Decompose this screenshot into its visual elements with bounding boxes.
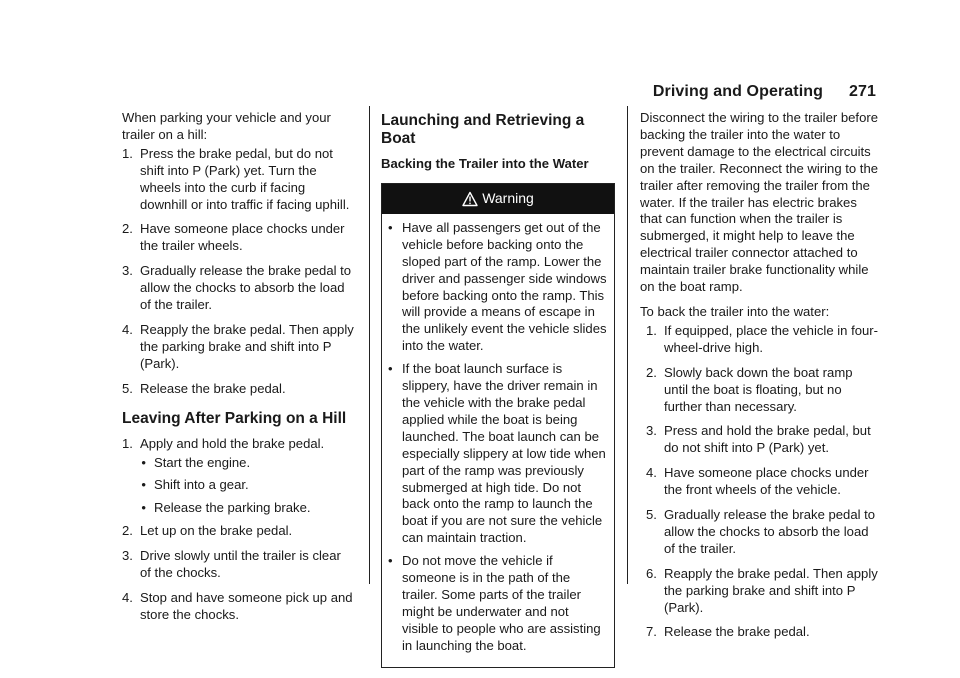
list-item: 4. Stop and have someone pick up and store the chocks. [122,589,353,622]
list-item: 5. Gradually release the brake pedal to allow the chocks to absorb the load of the trailer. [646,507,876,556]
list-item: 2. Let up on the brake pedal. [122,523,293,539]
column-middle [381,104,615,668]
bullet-icon: • [141,454,146,470]
list-item: 3. Gradually release the brake pedal to allow the chocks to absorb the load of the trailer. [122,263,352,313]
list-item: 1. If equipped, place the vehicle in four-wheel-drive high. [646,322,879,355]
list-item: 7. Release the brake pedal. [646,624,810,640]
warning-title: Warning [482,190,534,207]
intro-text: To back the trailer into the water: [640,303,830,319]
bullet-list [122,455,354,518]
bullet-icon: • [388,361,393,377]
page-number: 271 [849,83,876,100]
bullet-icon: • [141,477,146,493]
bullet-icon: • [388,553,393,569]
list-item: • Start the engine. [122,455,354,472]
body-paragraph: Disconnect the wiring to the trailer before backing the trailer into the water to prevent damage to the electrical circuits on the trailer. Reconnect the wiring to the trailer after removing the trailer from the water. If the trailer has electric brakes that can function when the trailer is submerged, it might help to leave the electrical trailer connector attached to maintain trailer brake functionality while on the boat ramp. [640,110,879,295]
column-right [640,110,878,649]
column-left [122,110,354,632]
list-item: 4. Have someone place chocks under the front wheels of the vehicle. [646,465,869,498]
list-item: • Shift into a gear. [122,477,354,494]
list-item: • If the boat launch surface is slippery, have the driver remain in the vehicle with the brake pedal applied while the boat is being launched. The boat launch can be especially slippery at low tide when part of the ramp was previously submerged at high tide. Do not back onto the ramp to launch the boat if you are not sure the vehicle can maintain traction. [388,361,606,546]
list-item: 5. Release the brake pedal. [122,380,286,396]
list-item: 3. Drive slowly until the trailer is clear of the chocks. [122,548,341,581]
subheading: Backing the Trailer into the Water [381,156,589,171]
bullet-icon: • [388,219,393,235]
warning-box [381,183,615,668]
list-item: • Have all passengers get out of the vehicle before backing onto the sloped part of the ramp. Lower the driver and passenger side windows before backing onto the ramp. This will provide a means of escape in the unlikely event the vehicle slides into the water. [388,219,607,354]
section-title: Driving and Operating [652,83,823,100]
list-item: 2. Have someone place chocks under the trailer wheels. [122,221,345,254]
warning-header [382,184,614,214]
list-item: 4. Reapply the brake pedal. Then apply the parking brake and shift into P (Park). [122,321,354,371]
parking-steps [122,146,354,398]
list-item: 1. Press the brake pedal, but do not shift into P (Park) yet. Turn the wheels into the curb if facing downhill or into traffic if facing uphill. [122,145,350,212]
warning-icon [462,191,478,207]
column-divider [369,106,370,584]
section-heading: Launching and Retrieving a Boat [381,112,585,147]
warning-body [382,214,614,667]
list-item: • Release the parking brake. [122,500,354,517]
column-divider [627,106,628,584]
list-item: 1. Apply and hold the brake pedal. [122,435,325,451]
bullet-icon: • [141,500,146,516]
list-item: 6. Reapply the brake pedal. Then apply the parking brake and shift into P (Park). [646,565,878,615]
list-item: 3. Press and hold the brake pedal, but do not shift into P (Park) yet. [646,423,871,456]
section-heading: Leaving After Parking on a Hill [122,409,347,427]
launch-steps [640,323,878,642]
page-header [653,83,876,101]
list-item: • Do not move the vehicle if someone is in the path of the trailer. Some parts of the trailer might be underwater and not visible to people who are assisting in launching the boat. [388,553,601,653]
intro-text: When parking your vehicle and your trailer on a hill: [122,110,331,142]
list-item: 2. Slowly back down the boat ramp until the boat is floating, but no further than necessary. [646,364,853,414]
